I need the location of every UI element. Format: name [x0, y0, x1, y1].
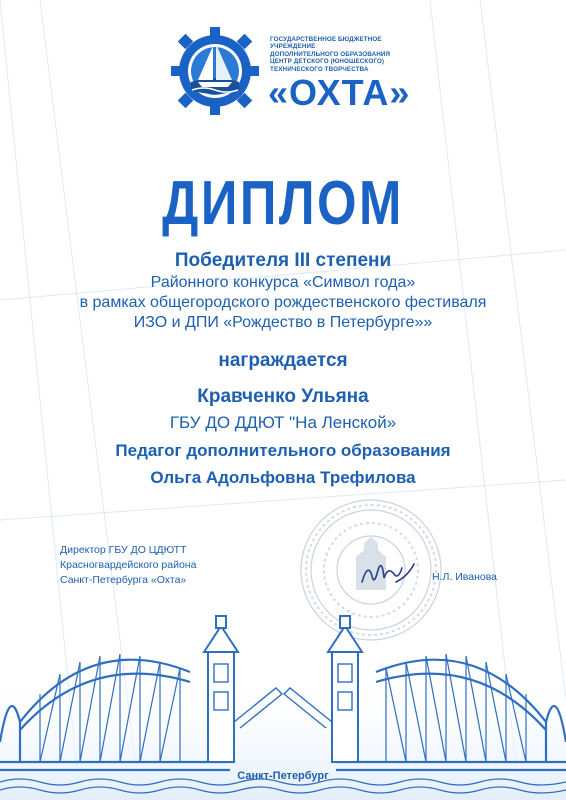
contest-line: Районного конкурса «Символ года» — [150, 274, 416, 291]
director-line: Красногвардейского района — [60, 559, 197, 571]
director-initials: Н.Л. Иванова — [432, 571, 498, 583]
institution-full-name — [270, 36, 408, 73]
director-title — [60, 543, 196, 588]
awarded-label: награждается — [218, 350, 348, 371]
institution-line: ТЕХНИЧЕСКОГО ТВОРЧЕСТВА — [270, 65, 369, 73]
award-degree: Победителя III степени — [174, 250, 392, 271]
logo — [168, 24, 411, 124]
diploma-title: ДИПЛОМ — [162, 169, 404, 238]
institution-line: ЦЕНТР ДЕТСКОГО (ЮНОШЕСКОГО) — [270, 58, 385, 66]
institution-line: ДОПОЛНИТЕЛЬНОГО ОБРАЗОВАНИЯ — [270, 50, 391, 58]
director-line: Директор ГБУ ДО ЦДЮТТ — [60, 544, 187, 556]
recipient-name: Кравченко Ульяна — [197, 386, 369, 407]
gear-sailboat-emblem-icon — [168, 24, 262, 118]
contest-description — [0, 273, 566, 333]
director-signature — [358, 552, 418, 592]
recipient-organization: ГБУ ДО ДДЮТ "На Ленской» — [169, 413, 397, 432]
director-line: Санкт-Петербурга «Охта» — [60, 574, 187, 586]
contest-line: в рамках общегородского рождественского фестиваля — [79, 294, 487, 311]
city-label: Санкт-Петербург — [237, 770, 329, 782]
institution-name: «ОХТА» — [268, 72, 411, 113]
contest-line: ИЗО и ДПИ «Рождество в Петербурге»» — [133, 314, 433, 331]
teacher-role: Педагог дополнительного образования — [115, 441, 451, 460]
teacher-name: Ольга Адольфовна Трефилова — [150, 468, 416, 487]
institution-line: ГОСУДАРСТВЕННОЕ БЮДЖЕТНОЕ УЧРЕЖДЕНИЕ — [270, 36, 382, 51]
